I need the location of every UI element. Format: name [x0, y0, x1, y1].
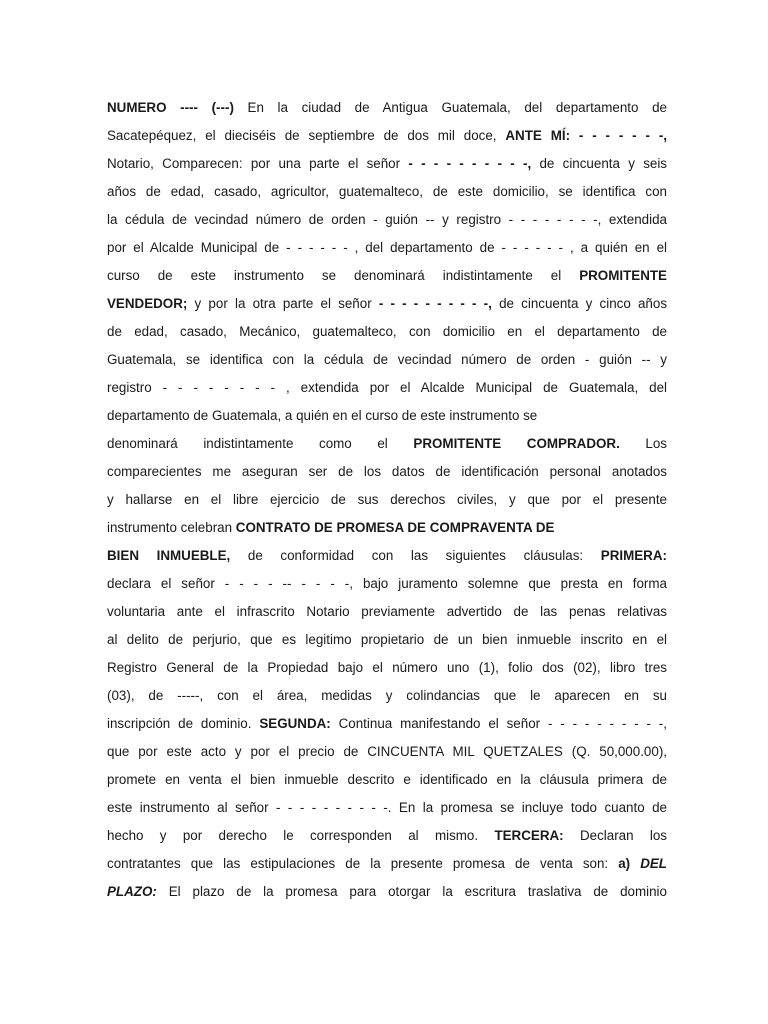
- bold-text: BIEN INMUEBLE,: [107, 548, 231, 563]
- text-line: [107, 878, 667, 906]
- body-text: de conformidad con las siguientes cláusulas:: [230, 548, 601, 563]
- text-line: [107, 822, 667, 850]
- body-text: y por la otra parte el señor: [187, 296, 379, 311]
- bold-text: PRIMERA:: [600, 548, 667, 563]
- contract-body-text: [107, 94, 667, 906]
- text-line: [107, 710, 667, 738]
- body-text: contratantes que las estipulaciones de la presente promesa de venta son:: [107, 856, 619, 871]
- body-text: de edad, casado, Mecánico, guatemalteco, con domicilio en el departamento de: [107, 324, 667, 339]
- body-text: (03), de -----, con el área, medidas y colindancias que le aparecen en su: [107, 688, 667, 703]
- text-line: [107, 542, 667, 570]
- bold-text: VENDEDOR;: [107, 296, 188, 311]
- text-line: [107, 318, 667, 346]
- bold-text: a): [618, 856, 641, 871]
- text-line: [107, 234, 667, 262]
- body-text: Continua manifestando el señor - - - - - - - - - -,: [330, 716, 667, 731]
- text-line: [107, 150, 667, 178]
- body-text: de cincuenta y cinco años: [491, 296, 668, 311]
- body-text: declara el señor - - - - -- - - - -, bajo juramento solemne que presta en forma: [107, 576, 667, 591]
- bold-text: PROMITENTE COMPRADOR.: [413, 436, 620, 451]
- bold-text: CONTRATO DE PROMESA DE COMPRAVENTA DE: [235, 520, 555, 535]
- bold-italic-text: DEL: [640, 856, 667, 871]
- text-line: [107, 122, 667, 150]
- text-line: [107, 262, 667, 290]
- text-line: [107, 626, 667, 654]
- body-text: Sacatepéquez, el dieciséis de septiembre de dos mil doce,: [107, 128, 506, 143]
- text-line: [107, 402, 667, 430]
- body-text: al delito de perjurio, que es legitimo propietario de un bien inmueble inscrito en el: [107, 632, 667, 647]
- body-text: la cédula de vecindad número de orden - guión -- y registro - - - - - - - -, extendida: [107, 212, 667, 227]
- body-text: registro - - - - - - - - , extendida por el Alcalde Municipal de Guatemala, del: [107, 380, 667, 395]
- body-text: por el Alcalde Municipal de - - - - - - , del departamento de - - - - - - , a quién en el: [107, 240, 667, 255]
- body-text: de cincuenta y seis: [531, 156, 668, 171]
- text-line: [107, 682, 667, 710]
- text-line: [107, 290, 667, 318]
- bold-italic-text: PLAZO:: [107, 884, 157, 899]
- bold-text: SEGUNDA:: [259, 716, 331, 731]
- body-text: y hallarse en el libre ejercicio de sus derechos civiles, y que por el presente: [107, 492, 667, 507]
- body-text: comparecientes me aseguran ser de los datos de identificación personal anotados: [107, 464, 667, 479]
- body-text: El plazo de la promesa para otorgar la escritura traslativa de dominio: [156, 884, 667, 899]
- text-line: [107, 654, 667, 682]
- bold-text: NUMERO ---- (---): [107, 100, 234, 115]
- body-text: Los: [619, 436, 667, 451]
- body-text: departamento de Guatemala, a quién en el curso de este instrumento se: [107, 408, 538, 423]
- body-text: hecho y por derecho le corresponden al mismo.: [107, 828, 495, 843]
- text-line: [107, 514, 667, 542]
- bold-text: - - - - - - - - - -,: [378, 296, 492, 311]
- text-line: [107, 458, 667, 486]
- body-text: curso de este instrumento se denominará indistintamente el: [107, 268, 580, 283]
- bold-text: TERCERA:: [494, 828, 564, 843]
- text-line: [107, 766, 667, 794]
- text-line: [107, 346, 667, 374]
- text-line: [107, 206, 667, 234]
- bold-text: ANTE MÍ: - - - - - - -,: [505, 128, 667, 143]
- body-text: Registro General de la Propiedad bajo el número uno (1), folio dos (02), libro tres: [107, 660, 667, 675]
- text-line: [107, 374, 667, 402]
- text-line: [107, 486, 667, 514]
- text-line: [107, 738, 667, 766]
- body-text: Guatemala, se identifica con la cédula de vecindad número de orden - guión -- y: [107, 352, 667, 367]
- body-text: años de edad, casado, agricultor, guatemalteco, de este domicilio, se identifica con: [107, 184, 667, 199]
- body-text: Declaran los: [563, 828, 667, 843]
- body-text: instrumento celebran: [107, 520, 236, 535]
- body-text: que por este acto y por el precio de CINCUENTA MIL QUETZALES (Q. 50,000.00),: [107, 744, 667, 759]
- bold-text: PROMITENTE: [579, 268, 667, 283]
- text-line: [107, 94, 667, 122]
- body-text: este instrumento al señor - - - - - - - - - -. En la promesa se incluye todo cuanto de: [107, 800, 667, 815]
- text-line: [107, 850, 667, 878]
- text-line: [107, 178, 667, 206]
- body-text: denominará indistintamente como el: [107, 436, 414, 451]
- bold-text: - - - - - - - - - -,: [408, 156, 532, 171]
- text-line: [107, 598, 667, 626]
- body-text: inscripción de dominio.: [107, 716, 260, 731]
- body-text: En la ciudad de Antigua Guatemala, del departamento de: [233, 100, 667, 115]
- body-text: promete en venta el bien inmueble descrito e identificado en la cláusula primera de: [107, 772, 667, 787]
- text-line: [107, 570, 667, 598]
- body-text: voluntaria ante el infrascrito Notario previamente advertido de las penas relativas: [107, 604, 667, 619]
- body-text: Notario, Comparecen: por una parte el señor: [107, 156, 409, 171]
- text-line: [107, 430, 667, 458]
- text-line: [107, 794, 667, 822]
